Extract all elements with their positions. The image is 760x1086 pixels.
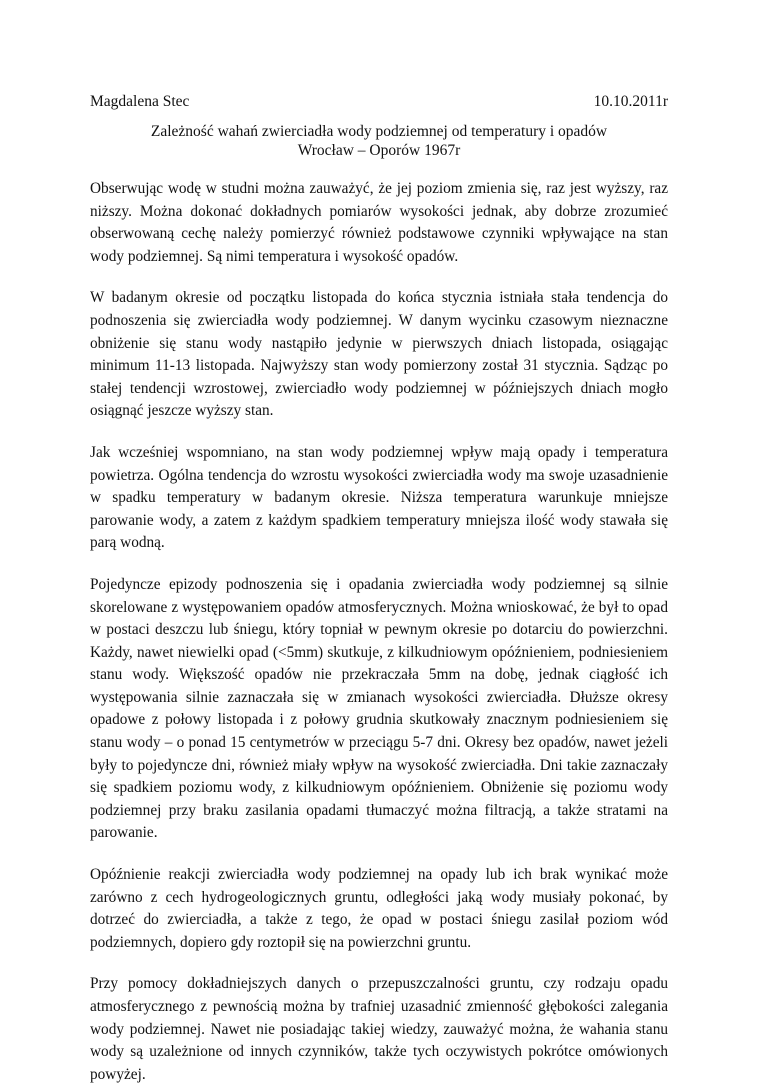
paragraph: W badanym okresie od początku listopada do końca stycznia istniała stała tendencja do podnoszenia się zwierciadła wody podziemnej. W danym wycinku czasowym nieznaczne obniżenie się stanu wody nastąpiło jedynie w pierwszych dniach listopada, osiągając minimum 11-13 listopada. Najwyższy stan wody pomierzony został 31 stycznia. Sądząc po stałej tendencji wzrostowej, zwierciadło wody podziemnej w późniejszych dniach mogło osiągnąć jeszcze wyższy stan. bbox=[90, 289, 668, 420]
author-name: Magdalena Stec bbox=[90, 93, 190, 110]
paragraph: Pojedyncze epizody podnoszenia się i opadania zwierciadła wody podziemnej są silnie skorelowane z występowaniem opadów atmosferycznych. Można wnioskować, że był to opad w postaci deszczu lub śniegu, który topniał w pewnym okresie po dotarciu do powierzchni. Każdy, nawet niewielki opad (<5mm) skutkuje, z kilkudniowym opóźnieniem, podniesieniem stanu wody. Większość opadów nie przekraczała 5mm na dobę, jednak ciągłość ich występowania silnie zaznaczała się w zmianach wysokości zwierciadła. Dłuższe okresy opadowe z połowy listopada i z połowy grudnia skutkowały znacznym podniesieniem się stanu wody – o ponad 15 centymetrów w przeciągu 5-7 dni. Okresy bez opadów, nawet jeżeli były to pojedyncze dni, również miały wpływ na wysokość zwierciadła. Dni takie zaznaczały się spadkiem poziomu wody, z kilkudniowym opóźnieniem. Obniżenie się poziomu wody podziemnej przy braku zasilania opadami tłumaczyć można filtracją, a także stratami na parowanie. bbox=[90, 575, 668, 842]
document-body bbox=[90, 178, 668, 1086]
document-header bbox=[90, 92, 668, 112]
document-title bbox=[90, 122, 668, 160]
title-line-1: Zależność wahań zwierciadła wody podziemnej od temperatury i opadów bbox=[150, 123, 608, 140]
paragraph: Opóźnienie reakcji zwierciadła wody podziemnej na opady lub ich brak wynikać może zarówno z cech hydrogeologicznych gruntu, odległości jaką wody musiały pokonać, by dotrzeć do zwierciadła, a także z tego, że opad w postaci śniegu zasilał poziom wód podziemnych, dopiero gdy roztopił się na powierzchni gruntu. bbox=[90, 866, 668, 951]
paragraph: Przy pomocy dokładniejszych danych o przepuszczalności gruntu, czy rodzaju opadu atmosferycznego z pewnością można by trafniej uzasadnić zmienność głębokości zalegania wody podziemnej. Nawet nie posiadając takiej wiedzy, zauważyć można, że wahania stanu wody są uzależnione od innych czynników, także tych oczywistych pokrótce omówionych powyżej. bbox=[90, 975, 668, 1083]
paragraph: Jak wcześniej wspomniano, na stan wody podziemnej wpływ mają opady i temperatura powietrza. Ogólna tendencja do wzrostu wysokości zwierciadła wody ma swoje uzasadnienie w spadku temperatury w badanym okresie. Niższa temperatura warunkuje mniejsze parowanie wody, a zatem z każdym spadkiem temperatury mniejsza ilość wody stawała się parą wodną. bbox=[90, 443, 668, 552]
title-line-2: Wrocław – Oporów 1967r bbox=[297, 142, 461, 159]
document-date: 10.10.2011r bbox=[593, 93, 668, 110]
paragraph: Obserwując wodę w studni można zauważyć, że jej poziom zmienia się, raz jest wyższy, raz niższy. Można dokonać dokładnych pomiarów wysokości jednak, aby dobrze zrozumieć obserwowaną cechę należy pomierzyć również podstawowe czynniki wpływające na stan wody podziemnej. Są nimi temperatura i wysokość opadów. bbox=[90, 180, 668, 265]
